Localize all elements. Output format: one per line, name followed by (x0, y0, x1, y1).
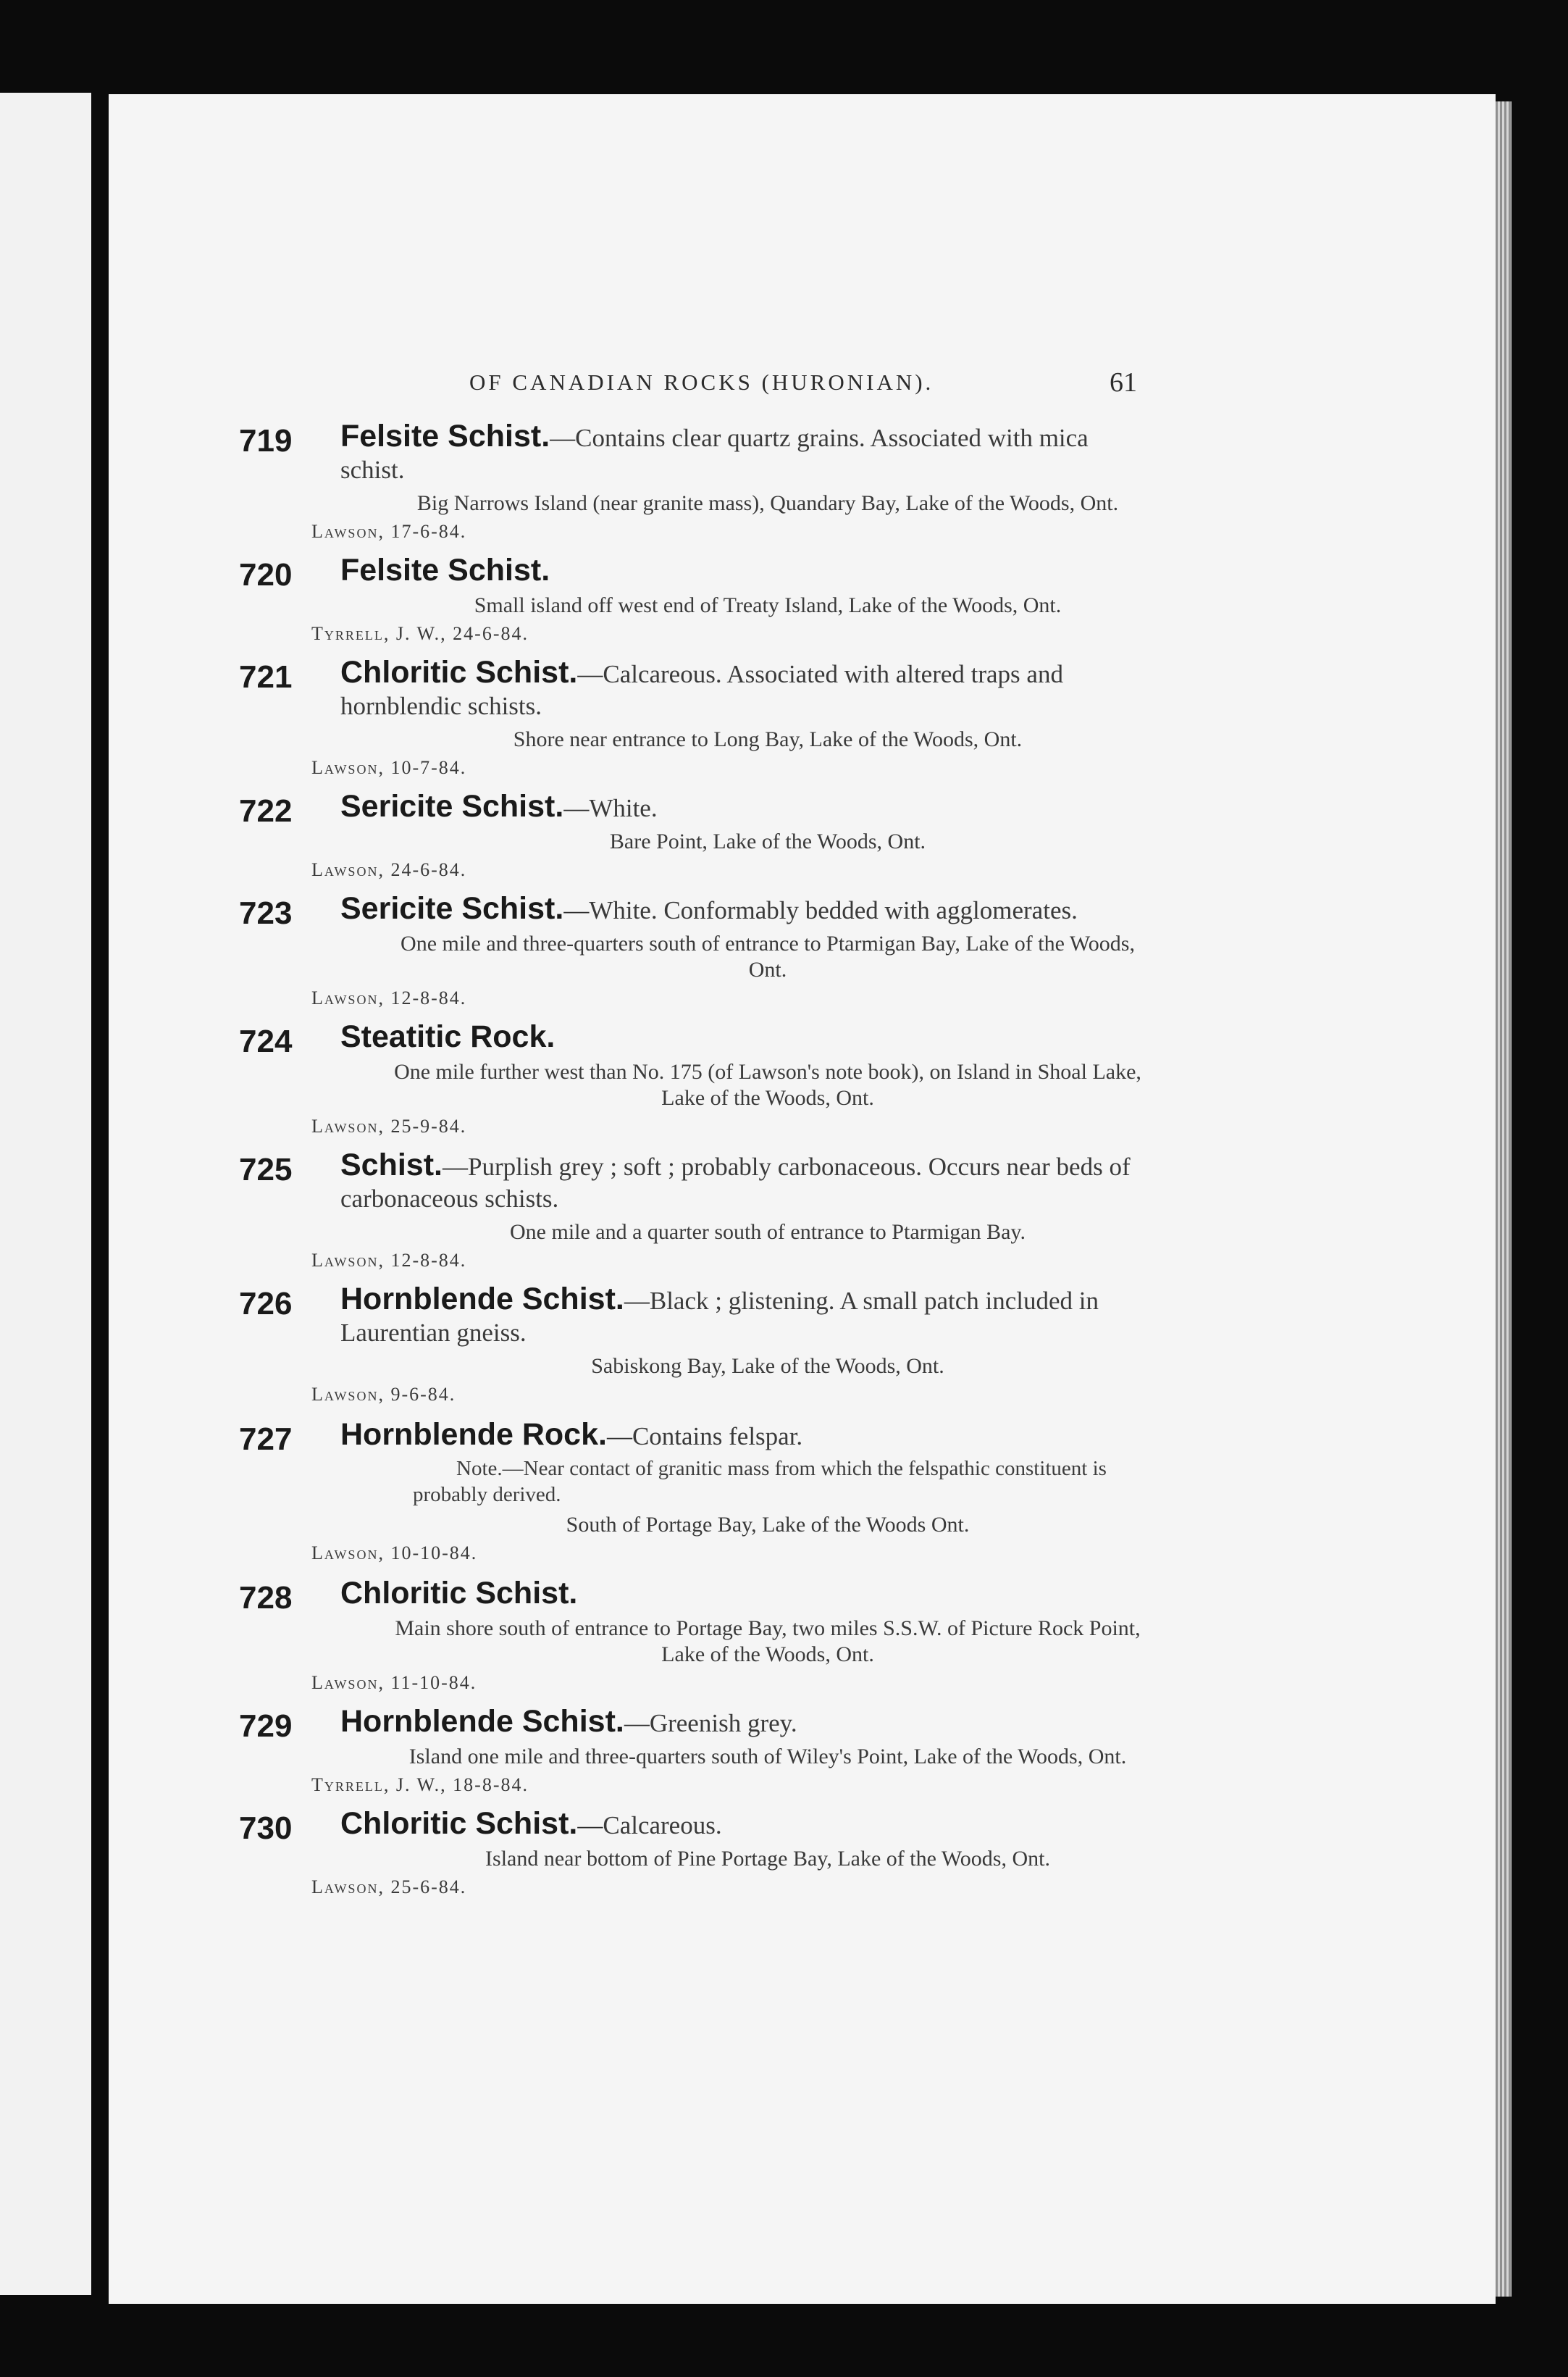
specimen-description: Greenish grey. (649, 1709, 797, 1737)
specimen-heading (340, 1705, 1152, 1739)
specimen-entry (239, 1808, 1152, 1898)
running-head: OF CANADIAN ROCKS (HURONIAN). (469, 369, 934, 395)
title-dash: — (563, 794, 590, 822)
specimen-locality: Island near bottom of Pine Portage Bay, Lake of the Woods, Ont. (485, 1847, 1050, 1871)
page-number: 61 (1110, 367, 1137, 398)
page-header (239, 362, 1137, 406)
specimen-description: Purplish grey ; soft ; probably carbonaceous. Occurs near beds of carbonaceous schists. (340, 1153, 1131, 1213)
specimen-number: 729 (239, 1708, 293, 1744)
title-dash: — (624, 1709, 650, 1737)
specimen-number: 726 (239, 1286, 293, 1321)
specimen-title: Schist. (340, 1148, 443, 1182)
specimen-description: Calcareous. Associated with altered traps and hornblendic schists. (340, 660, 1063, 720)
specimen-heading (340, 1808, 1152, 1842)
specimen-number: 724 (239, 1024, 293, 1059)
specimen-collector: Lawson, 12-8-84. (311, 987, 467, 1008)
specimen-description: White. Conformably bedded with agglomerates. (589, 896, 1078, 924)
specimen-title: Steatitic Rock. (340, 1019, 555, 1054)
specimen-heading (340, 420, 1152, 486)
specimen-locality: Shore near entrance to Long Bay, Lake of the Woods, Ont. (513, 727, 1023, 751)
specimen-collector: Lawson, 25-9-84. (311, 1116, 467, 1137)
page-fore-edge (1496, 101, 1512, 2297)
specimen-entry (239, 1283, 1152, 1405)
specimen-locality: Main shore south of entrance to Portage Bay, two miles S.S.W. of Picture Rock Point, Lake of the Woods, Ont. (395, 1616, 1141, 1666)
specimen-heading (340, 1283, 1152, 1349)
specimen-description: White. (589, 794, 658, 822)
specimen-heading (340, 1419, 1152, 1453)
specimen-title: Hornblende Rock. (340, 1417, 607, 1452)
specimen-description: Black ; glistening. A small patch included in Laurentian gneiss. (340, 1287, 1099, 1347)
title-dash: — (606, 1422, 632, 1450)
title-dash: — (577, 660, 603, 688)
specimen-title: Felsite Schist. (340, 419, 550, 454)
specimen-title: Sericite Schist. (340, 789, 564, 824)
specimen-entry (239, 893, 1152, 1009)
specimen-collector: Lawson, 10-7-84. (311, 757, 467, 778)
specimen-collector: Lawson, 12-8-84. (311, 1250, 467, 1271)
specimen-locality: Island one mile and three-quarters south of Wiley's Point, Lake of the Woods, Ont. (408, 1745, 1127, 1768)
specimen-entry (239, 656, 1152, 779)
specimen-collector: Lawson, 24-6-84. (311, 859, 467, 880)
specimen-locality: One mile and a quarter south of entrance to Ptarmigan Bay. (510, 1220, 1026, 1244)
specimen-locality: South of Portage Bay, Lake of the Woods Ont. (566, 1513, 970, 1537)
specimen-collector: Lawson, 25-6-84. (311, 1876, 467, 1897)
title-dash: — (577, 1811, 603, 1839)
specimen-entry (239, 554, 1152, 645)
specimen-heading (340, 893, 1152, 927)
title-dash: — (550, 424, 576, 452)
specimen-heading (340, 656, 1152, 722)
title-dash: — (443, 1153, 468, 1181)
specimen-collector: Lawson, 10-10-84. (311, 1542, 478, 1563)
specimen-number: 727 (239, 1421, 293, 1457)
specimen-title: Hornblende Schist. (340, 1704, 624, 1739)
specimen-locality: Sabiskong Bay, Lake of the Woods, Ont. (591, 1354, 944, 1378)
specimen-collector: Lawson, 17-6-84. (311, 521, 467, 542)
specimen-number: 723 (239, 895, 293, 931)
specimen-note: Note.—Near contact of granitic mass from which the felspathic constituent is probably derived. (413, 1457, 1107, 1506)
specimen-title: Chloritic Schist. (340, 655, 578, 690)
specimen-entry (239, 790, 1152, 881)
title-dash: — (563, 896, 590, 924)
specimen-title: Chloritic Schist. (340, 1806, 578, 1841)
specimen-locality: One mile and three-quarters south of entrance to Ptarmigan Bay, Lake of the Woods, Ont. (401, 932, 1135, 982)
specimen-entry (239, 420, 1152, 543)
specimen-locality: Big Narrows Island (near granite mass), Quandary Bay, Lake of the Woods, Ont. (416, 491, 1119, 515)
specimen-collector: Tyrrell, J. W., 18-8-84. (311, 1774, 529, 1795)
specimen-heading (340, 1577, 1152, 1611)
specimen-locality: Bare Point, Lake of the Woods, Ont. (609, 830, 926, 853)
specimen-heading (340, 554, 1152, 588)
specimen-number: 730 (239, 1810, 293, 1846)
specimen-entry (239, 1705, 1152, 1796)
specimen-list (239, 420, 1152, 1910)
specimen-number: 725 (239, 1152, 293, 1187)
specimen-collector: Lawson, 9-6-84. (311, 1384, 456, 1405)
specimen-title: Sericite Schist. (340, 891, 564, 926)
specimen-entry (239, 1149, 1152, 1271)
specimen-number: 721 (239, 659, 293, 695)
specimen-title: Hornblende Schist. (340, 1282, 624, 1316)
specimen-collector: Lawson, 11-10-84. (311, 1672, 477, 1693)
specimen-heading (340, 1149, 1152, 1215)
specimen-number: 722 (239, 793, 293, 829)
specimen-title: Felsite Schist. (340, 553, 550, 588)
specimen-title: Chloritic Schist. (340, 1576, 578, 1611)
specimen-number: 719 (239, 423, 293, 459)
title-dash: — (624, 1287, 650, 1315)
specimen-heading (340, 790, 1152, 824)
specimen-collector: Tyrrell, J. W., 24-6-84. (311, 623, 529, 644)
specimen-locality: Small island off west end of Treaty Island, Lake of the Woods, Ont. (474, 593, 1062, 617)
specimen-heading (340, 1021, 1152, 1055)
specimen-locality: One mile further west than No. 175 (of Lawson's note book), on Island in Shoal Lake, Lake of the Woods, Ont. (394, 1060, 1141, 1110)
specimen-entry (239, 1021, 1152, 1137)
specimen-entry (239, 1419, 1152, 1564)
specimen-number: 720 (239, 557, 293, 593)
specimen-entry (239, 1577, 1152, 1694)
specimen-description: Calcareous. (603, 1811, 722, 1839)
specimen-description: Contains clear quartz grains. Associated with mica schist. (340, 424, 1089, 484)
specimen-description: Contains felspar. (632, 1422, 803, 1450)
specimen-number: 728 (239, 1580, 293, 1616)
facing-page-edge (0, 93, 91, 2295)
